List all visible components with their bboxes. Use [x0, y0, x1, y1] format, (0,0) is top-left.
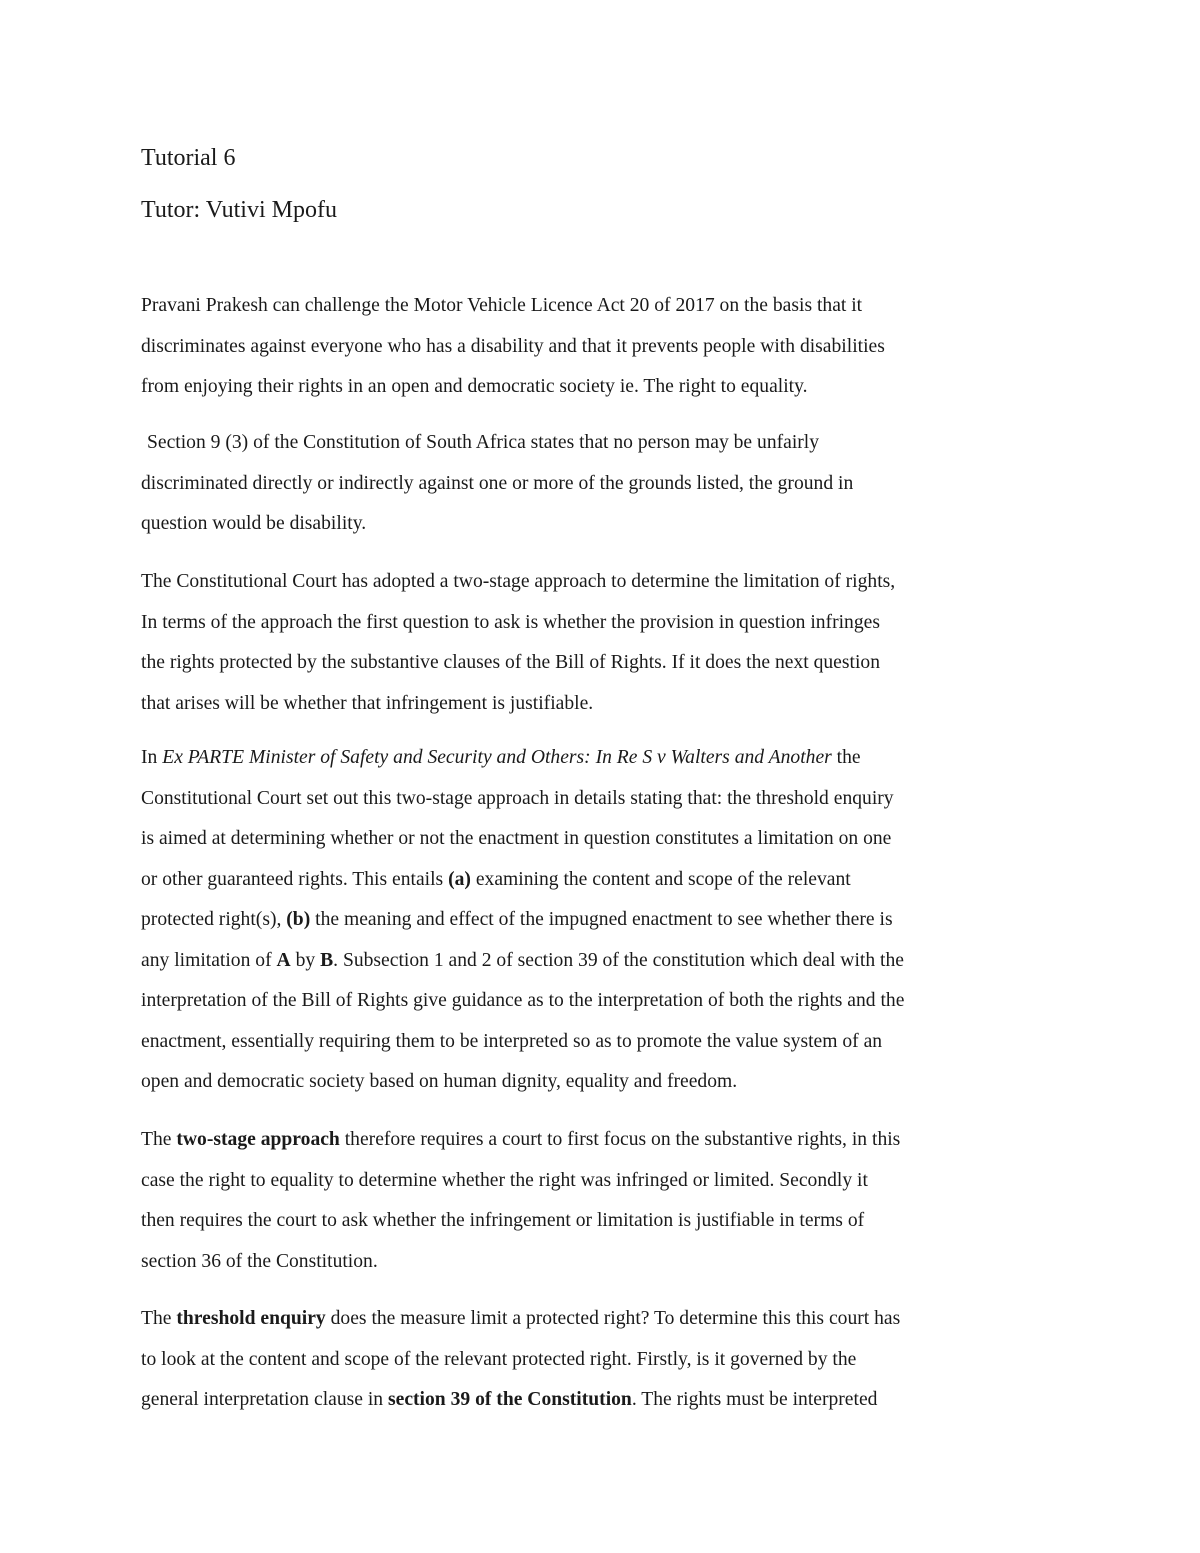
text-line: question would be disability. [141, 513, 367, 534]
tutor-line: Tutor: Vutivi Mpofu [141, 197, 337, 223]
text-run: . The rights must be interpreted [631, 1389, 878, 1410]
text-run: . Subsection 1 and 2 of section 39 of the constitution which deal with the [333, 949, 904, 971]
text-line: discriminated directly or indirectly against one or more of the grounds listed, the ground in [141, 472, 854, 494]
text-line: then requires the court to ask whether the infringement or limitation is justifiable in terms of [141, 1210, 865, 1231]
text-run: the [831, 747, 861, 768]
text-line [141, 1380, 1061, 1421]
bold-marker: A [276, 949, 291, 971]
text-line: Section 9 (3) of the Constitution of South Africa states that no person may be unfairly [147, 432, 820, 453]
text-line [141, 738, 1061, 779]
text-line [141, 1299, 1061, 1340]
text-line [141, 900, 1061, 941]
text-line [141, 1120, 1061, 1161]
text-line: interpretation of the Bill of Rights give guidance as to the interpretation of both the rights and the [141, 990, 905, 1011]
text-line: the rights protected by the substantive clauses of the Bill of Rights. If it does the next question [141, 652, 880, 673]
text-line: Constitutional Court set out this two-stage approach in details stating that: the threshold enquiry [141, 787, 894, 809]
case-citation: Ex PARTE Minister of Safety and Security and Others: In Re S v Walters and Another [162, 747, 832, 768]
text-line: The Constitutional Court has adopted a two-stage approach to determine the limitation of rights, [141, 571, 896, 592]
text-run: or other guaranteed rights. This entails [141, 868, 449, 890]
paragraph-two-stage-approach [141, 562, 1061, 724]
text-run: The [141, 1129, 177, 1150]
text-line: is aimed at determining whether or not the enactment in question constitutes a limitation on one [141, 828, 892, 849]
bold-term: section 39 of the Constitution [388, 1389, 632, 1410]
text-line [141, 860, 1061, 901]
text-run: does the measure limit a protected right? To determine this this court has [325, 1308, 901, 1329]
bold-term: threshold enquiry [176, 1308, 326, 1329]
text-line: from enjoying their rights in an open and democratic society ie. The right to equality. [141, 376, 808, 397]
paragraph-threshold-enquiry [141, 1299, 1061, 1421]
text-run: therefore requires a court to first focus on the substantive rights, in this [339, 1129, 901, 1150]
bold-marker: (a) [448, 868, 471, 890]
text-run: The [141, 1308, 177, 1329]
text-line: discriminates against everyone who has a disability and that it prevents people with disabilities [141, 335, 885, 357]
bold-marker: B [320, 949, 334, 971]
text-line: In terms of the approach the first question to ask is whether the provision in question infringes [141, 611, 880, 633]
paragraph-two-stage-requirements [141, 1120, 1061, 1282]
paragraph-challenge [141, 286, 1061, 408]
text-line: that arises will be whether that infringement is justifiable. [141, 692, 594, 714]
text-line: open and democratic society based on human dignity, equality and freedom. [141, 1071, 738, 1092]
bold-term: two-stage approach [176, 1129, 340, 1150]
document-title: Tutorial 6 [141, 145, 236, 171]
text-line: to look at the content and scope of the relevant protected right. Firstly, is it governed by the [141, 1348, 857, 1370]
text-line: case the right to equality to determine whether the right was infringed or limited. Secondly it [141, 1169, 868, 1191]
text-run: In [141, 747, 163, 768]
text-line: Pravani Prakesh can challenge the Motor Vehicle Licence Act 20 of 2017 on the basis that it [141, 295, 863, 316]
paragraph-section-9 [141, 423, 1061, 545]
text-run: examining the content and scope of the relevant [470, 868, 851, 890]
paragraph-case-walters [141, 738, 1061, 1103]
text-line: enactment, essentially requiring them to be interpreted so as to promote the value system of an [141, 1030, 883, 1052]
text-run: any limitation of [141, 949, 277, 971]
text-run: general interpretation clause in [141, 1389, 388, 1410]
text-line: section 36 of the Constitution. [141, 1250, 378, 1272]
text-line [141, 941, 1061, 982]
text-run: by [290, 949, 321, 971]
bold-marker: (b) [286, 909, 311, 930]
text-run: protected right(s), [141, 909, 287, 930]
text-run: the meaning and effect of the impugned enactment to see whether there is [310, 909, 893, 930]
